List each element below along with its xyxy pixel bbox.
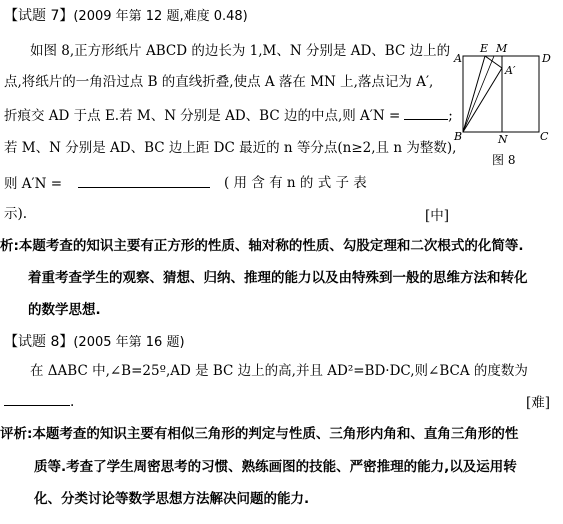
- label-d: D: [542, 52, 551, 65]
- q8-header: 【试题 8】(2005 年第 16 题): [4, 334, 185, 350]
- q7-line-5-tail: ( 用 含 有 n 的 式 子 表: [224, 175, 367, 191]
- label-c: C: [540, 130, 549, 143]
- answer-blank-3[interactable]: [4, 391, 70, 406]
- answer-blank-2[interactable]: [78, 173, 210, 188]
- label-a-prime: A′: [505, 64, 516, 77]
- q8-analysis-1: 评析:本题考查的知识主要有相似三角形的判定与性质、三角形内角和、直角三角形的性: [0, 426, 519, 442]
- q7-line-1: 如图 8,正方形纸片 ABCD 的边长为 1,M、N 分别是 AD、BC 边上的: [30, 43, 451, 59]
- label-e: E: [480, 42, 489, 55]
- q7-header: 【试题 7】(2009 年第 12 题,难度 0.48): [4, 8, 248, 24]
- q7-line-3: 折痕交 AD 于点 E.若 M、N 分别是 AD、BC 边的中点,则 A′N = ;: [4, 105, 453, 126]
- figure-caption: 图 8: [492, 153, 516, 167]
- label-b: B: [454, 130, 463, 143]
- label-n: N: [498, 133, 508, 146]
- q7-line-5: 则 A′N =: [4, 173, 210, 194]
- answer-blank-1[interactable]: [404, 105, 448, 120]
- q7-line-6: 示).: [4, 206, 28, 222]
- q8-difficulty-tag: [难]: [526, 395, 551, 411]
- q8-analysis-2: 质等.考查了学生周密思考的习惯、熟练画图的技能、严密推理的能力,以及运用转: [34, 459, 517, 475]
- q7-line-4: 若 M、N 分别是 AD、BC 边上距 DC 最近的 n 等分点(n≥2,且 n 为整数),: [4, 140, 457, 156]
- figure-8: [452, 40, 558, 170]
- q8-analysis-3: 化、分类讨论等数学思想方法解决问题的能力.: [34, 491, 310, 507]
- q7-analysis-2: 着重考查学生的观察、猜想、归纳、推理的能力以及由特殊到一般的思维方法和转化: [28, 270, 528, 286]
- label-m: M: [496, 42, 508, 55]
- q7-line-2: 点,将纸片的一角沿过点 B 的直线折叠,使点 A 落在 MN 上,落点记为 A′,: [4, 74, 434, 90]
- q8-line-2: .: [4, 391, 74, 412]
- label-a: A: [454, 52, 462, 65]
- q7-difficulty-tag: [中]: [425, 208, 450, 224]
- q8-line-1: 在 ΔABC 中,∠B=25º,AD 是 BC 边上的高,并且 AD²=BD·DC,则∠BCA 的度数为: [30, 363, 528, 379]
- q7-analysis-1: 析:本题考查的知识主要有正方形的性质、轴对称的性质、勾股定理和二次根式的化简等.: [0, 238, 524, 254]
- q7-analysis-3: 的数学思想.: [28, 302, 101, 318]
